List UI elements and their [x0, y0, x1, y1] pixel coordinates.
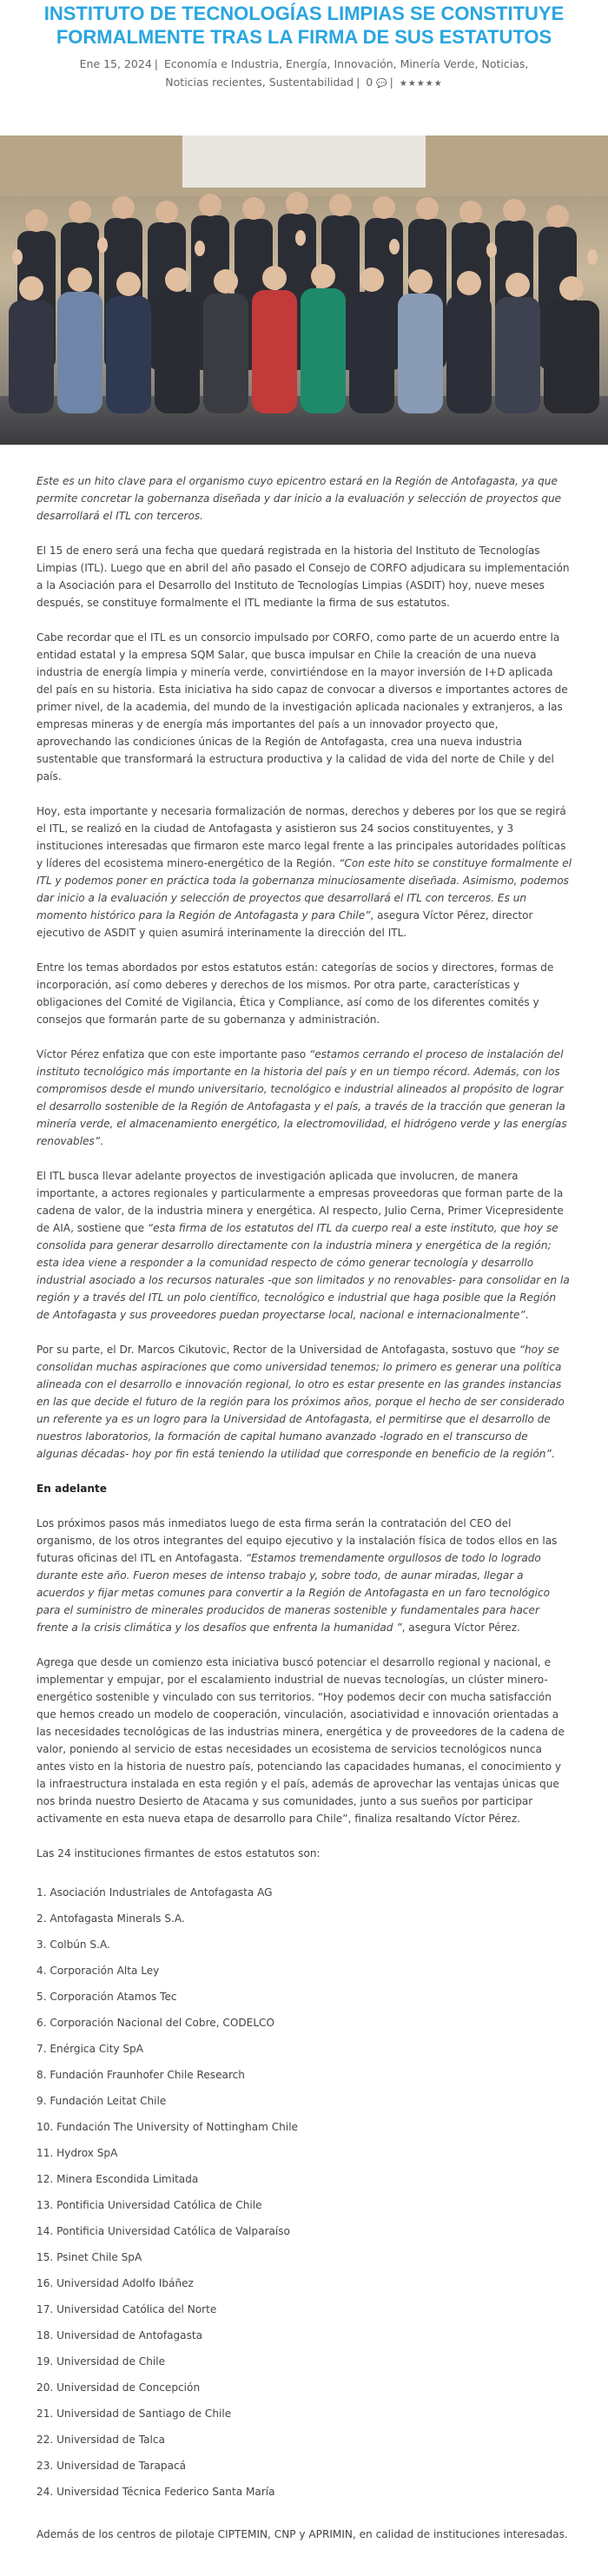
category-link[interactable]: Sustentabilidad	[268, 76, 354, 89]
list-intro: Las 24 instituciones firmantes de estos estatutos son:	[36, 1847, 321, 1859]
closing-paragraph: Además de los centros de pilotaje CIPTEMIN, CNP y APRIMIN, en calidad de instituciones interesadas.	[36, 2528, 568, 2540]
list-item: 18. Universidad de Antofagasta	[36, 2329, 203, 2342]
paragraph: Víctor Pérez enfatiza que con este importante paso “estamos cerrando el proceso de instalación del instituto tecnológico más importante en la historia del país y en un tiempo récord. Además, con los compromisos desde el mundo universitario, tecnológico e industrial alineados al propósito de lograr el desarrollo sostenible de la Región de Antofagasta y el país, a través de la tracción que generan la minería verde, el almacenamiento energético, la electromovilidad, el hidrógeno verde y las energías renovables”.	[36, 1048, 567, 1147]
list-item: 16. Universidad Adolfo Ibáñez	[36, 2277, 194, 2289]
category-link[interactable]: Economía e Industria	[163, 57, 280, 70]
list-item: 10. Fundación The University of Nottingham Chile	[36, 2121, 298, 2133]
paragraph: Cabe recordar que el ITL es un consorcio impulsado por CORFO, como parte de un acuerdo entre la entidad estatal y la empresa SQM Salar, que busca impulsar en Chile la creación de una nueva industria de energía limpia y minería verde, convirtiéndose en la mayor inversión de I+D aplicada del país en su historia. Esta iniciativa ha sido capaz de convocar a diversos e importantes actores de primer nivel, de la academia, del mundo de la investigación aplicada nacionales y extranjeros, a las empresas mineras y de energía más importantes del país a un innovador proyecto que, aprovechando las condiciones únicas de la Región de Antofagasta, crea una nueva industria sustentable que transformará la estructura productiva y la calidad de vida del norte de Chile y del país.	[36, 631, 568, 783]
list-item: 22. Universidad de Talca	[36, 2434, 165, 2446]
group-photo	[0, 135, 608, 445]
member-list	[36, 1879, 572, 2505]
list-item: 14. Pontificia Universidad Católica de Valparaíso	[36, 2225, 290, 2237]
list-item: 4. Corporación Alta Ley	[36, 1965, 160, 1977]
list-item: 6. Corporación Nacional del Cobre, CODELCO	[36, 2017, 275, 2029]
comments-count[interactable]: 0 💬	[366, 76, 387, 89]
list-item: 9. Fundación Leitat Chile	[36, 2095, 167, 2107]
list-item: 15. Psinet Chile SpA	[36, 2251, 142, 2263]
list-item: 20. Universidad de Concepción	[36, 2381, 201, 2394]
list-item: 1. Asociación Industriales de Antofagasta AG	[36, 1886, 273, 1899]
article-title: INSTITUTO DE TECNOLOGÍAS LIMPIAS SE CONSTITUYE FORMALMENTE TRAS LA FIRMA DE SUS ESTATUTOS	[43, 3, 565, 48]
article-body	[0, 445, 608, 2543]
post-date: Ene 15, 2024	[79, 57, 152, 70]
list-item: 3. Colbún S.A.	[36, 1939, 110, 1951]
paragraph: Entre los temas abordados por estos estatutos están: categorías de socios y directores, formas de incorporación, así como deberes y derechos de los mismos. Por otra parte, características y obligaciones del Comité de Vigilancia, Ética y Compliance, así como de los diferentes comités y consejos que formarán parte de su gobernanza y administración.	[36, 961, 554, 1026]
paragraph: Agrega que desde un comienzo esta iniciativa buscó potenciar el desarrollo regional y nacional, e implementar y empujar, por el escalamiento industrial de nuevas tecnologías, un clúster minero-energético sostenible y vinculado con sus territorios. “Hoy podemos decir con mucha satisfacción que hemos creado un modelo de cooperación, vinculación, asociatividad e innovación orientadas a las necesidades tecnológicas de las industrias minera, energética y de proveedores de la cadena de valor, poniendo al servicio de estas necesidades un ecosistema de servicios tecnológicos nunca antes visto en la historia de nuestro país, potenciando las capacidades humanas, el conocimiento y la infraestructura instalada en esta región y el país, además de aprovechar las ventajas únicas que nos brinda nuestro Desierto de Atacama y sus comunidades, junto a sus sueños por participar activamente en esta nueva etapa de desarrollo para Chile”, finaliza resaltando Víctor Pérez.	[36, 1656, 565, 1825]
list-item: 21. Universidad de Santiago de Chile	[36, 2408, 232, 2420]
paragraph: Por su parte, el Dr. Marcos Cikutovic, Rector de la Universidad de Antofagasta, sostuvo que “hoy se consolidan muchas aspiraciones que como universidad tenemos; lo primero es generar una política alineada con el desarrollo e innovación regional, lo otro es estar presente en las grandes instancias en las que decide el futuro de la región para los próximos años, porque el hecho de ser considerado un referente ya es un logro para la Universidad de Antofagasta, el permitirse que el desarrollo de nuestros laboratorios, la formación de capital humano avanzado -logrado en el transcurso de algunas décadas- hoy por fin está teniendo la utilidad que corresponde en beneficio de la región”.	[36, 1344, 565, 1460]
quote: “Con este hito se constituye formalmente el ITL y podemos poner en práctica toda la gobernanza minuciosamente diseñada. Asimismo, podemos dar inicio a la evaluación y selección de proyectos que desarrollará el ITL con terceros. Es un momento histórico para la Región de Antofagasta y para Chile”	[36, 857, 572, 921]
list-item: 7. Enérgica City SpA	[36, 2043, 144, 2055]
quote: “esta firma de los estatutos del ITL da cuerpo real a este instituto, que hoy se consolida para generar desarrollo directamente con la industria minera y energética de la región; esta idea viene a responder a la comunidad respecto de cómo generar tecnología y desarrollo industrial asociado a los recursos naturales -que son limitados y no renovables- para consolidar en la región y a través del ITL un polo científico, tecnológico e industrial que haga posible que la Región de Antofagasta y sus proveedores puedan proyectarse local, nacional e internacionalmente”	[36, 1222, 570, 1321]
category-link[interactable]: Noticias recientes	[165, 76, 262, 89]
category-link[interactable]: Innovación	[334, 57, 393, 70]
article-header	[0, 0, 608, 93]
rating-stars: ★★★★★	[399, 79, 443, 89]
paragraph: Hoy, esta importante y necesaria formalización de normas, derechos y deberes por los que se regirá el ITL, se realizó en la ciudad de Antofagasta y asistieron sus 24 socios constituyentes, y 3 instituciones interesadas que firmaron este marco legal frente a las principales autoridades políticas y líderes del ecosistema minero-energético de la Región. “Con este hito se constituye formalmente el ITL y podemos poner en práctica toda la gobernanza minuciosamente diseñada. Asimismo, podemos dar inicio a la evaluación y selección de proyectos que desarrollará el ITL con terceros. Es un momento histórico para la Región de Antofagasta y para Chile”, asegura Víctor Pérez, director ejecutivo de ASDIT y quien asumirá interinamente la dirección del ITL.	[36, 805, 572, 939]
list-item: 13. Pontificia Universidad Católica de Chile	[36, 2199, 262, 2211]
group-photo-illustration	[0, 135, 608, 445]
category-link[interactable]: Energía	[286, 57, 327, 70]
list-item: 8. Fundación Fraunhofer Chile Research	[36, 2069, 245, 2081]
paragraph: Los próximos pasos más inmediatos luego de esta firma serán la contratación del CEO del organismo, de los otros integrantes del equipo ejecutivo y la instalación física de todos ellos en las futuras oficinas del ITL en Antofagasta. “Estamos tremendamente orgullosos de todo lo logrado durante este año. Fueron meses de intenso trabajo y, sobre todo, de aunar miradas, llegar a acuerdos y fijar metas comunes para convertir a la Región de Antofagasta en un faro tecnológico para el suministro de minerales producidos de maneras sostenible y fundamentales para hacer frente a la crisis climática y los desafíos que enfrenta la humanidad ”, asegura Víctor Pérez.	[36, 1517, 558, 1634]
category-link[interactable]: Noticias	[481, 57, 525, 70]
post-meta: Ene 15, 2024 | Economía e Industria, Energía, Innovación, Minería Verde, Noticias, Noticias recientes, Sustentabilidad | 0 💬 | ★★★★★	[79, 57, 529, 89]
quote: “estamos cerrando el proceso de instalación del instituto tecnológico más importante en la historia del país y en un tiempo récord. Además, con los compromisos desde el mundo universitario, tecnológico e industrial alineados al propósito de lograr el desarrollo sostenible de la Región de Antofagasta y el país, a través de la tracción que generan la minería verde, el almacenamiento energético, la electromovilidad, el hidrógeno verde y las energías renovables”	[36, 1048, 567, 1147]
list-item: 17. Universidad Católica del Norte	[36, 2303, 217, 2315]
list-item: 24. Universidad Técnica Federico Santa María	[36, 2486, 275, 2498]
quote: “hoy se consolidan muchas aspiraciones que como universidad tenemos; lo primero es generar una política alineada con el desarrollo e innovación regional, lo otro es estar presente en las grandes instancias en las que decide el futuro de la región para los próximos años, porque el hecho de ser considerado un referente ya es un logro para la Universidad de Antofagasta, el permitirse que el desarrollo de nuestros laboratorios, la formación de capital humano avanzado -logrado en el transcurso de algunas décadas- hoy por fin está teniendo la utilidad que corresponde en beneficio de la región”	[36, 1344, 565, 1460]
category-link[interactable]: Minería Verde	[400, 57, 475, 70]
paragraph: El 15 de enero será una fecha que quedará registrada en la historia del Instituto de Tecnologías Limpias (ITL). Luego que en abril del año pasado el Consejo de CORFO adjudicara su implementación a la Asociación para el Desarrollo del Instituto de Tecnologías Limpias (ASDIT) hoy, nueve meses después, se constituye formalmente el ITL mediante la firma de sus estatutos.	[36, 545, 570, 609]
list-item: 19. Universidad de Chile	[36, 2355, 166, 2368]
list-item: 23. Universidad de Tarapacá	[36, 2460, 187, 2472]
section-heading: En adelante	[36, 1483, 108, 1495]
paragraph: El ITL busca llevar adelante proyectos de investigación aplicada que involucren, de manera importante, a actores regionales y particularmente a empresas proveedoras que forman parte de la cadena de valor, de la industria minera y energética. Al respecto, Julio Cerna, Primer Vicepresidente de AIA, sostiene que “esta firma de los estatutos del ITL da cuerpo real a este instituto, que hoy se consolida para generar desarrollo directamente con la industria minera y energética de la región; esta idea viene a responder a la comunidad respecto de cómo generar tecnología y desarrollo industrial asociado a los recursos naturales -que son limitados y no renovables- para consolidar en la región y a través del ITL un polo científico, tecnológico e industrial que haga posible que la Región de Antofagasta y sus proveedores puedan proyectarse local, nacional e internacionalmente”.	[36, 1170, 570, 1321]
list-item: 5. Corporación Atamos Tec	[36, 1991, 177, 2003]
article-lead: Este es un hito clave para el organismo cuyo epicentro estará en la Región de Antofagasta, ya que permite concretar la gobernanza diseñada y dar inicio a la evaluación y selección de proyectos que desarrollará el ITL con terceros.	[36, 475, 562, 522]
quote: “Estamos tremendamente orgullosos de todo lo logrado durante este año. Fueron meses de intenso trabajo y, sobre todo, de aunar miradas, llegar a acuerdos y fijar metas comunes para convertir a la Región de Antofagasta en un faro tecnológico para el suministro de minerales producidos de maneras sostenible y fundamentales para hacer frente a la crisis climática y los desafíos que enfrenta la humanidad ”	[36, 1552, 551, 1634]
comment-bubble-icon: 💬	[376, 79, 387, 89]
list-item: 11. Hydrox SpA	[36, 2147, 118, 2159]
list-item: 12. Minera Escondida Limitada	[36, 2173, 199, 2185]
list-item: 2. Antofagasta Minerals S.A.	[36, 1912, 185, 1925]
